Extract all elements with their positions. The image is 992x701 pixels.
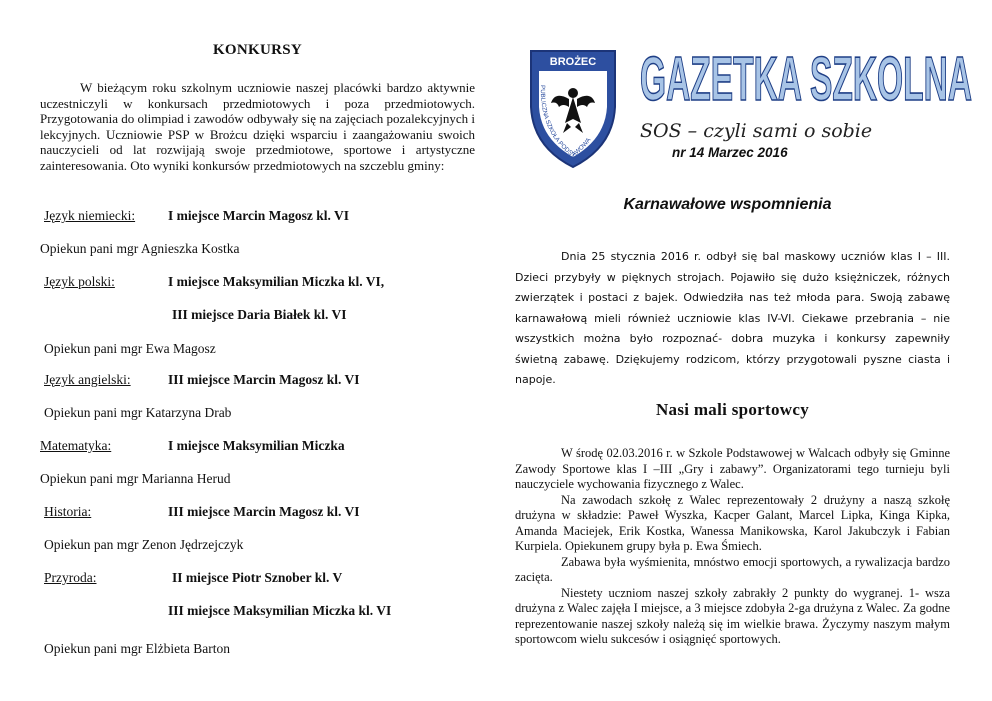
winner-english: III miejsce Marcin Magosz kl. VI — [168, 372, 360, 387]
winner-german: I miejsce Marcin Magosz kl. VI — [168, 208, 349, 223]
konkursy-intro — [40, 80, 475, 173]
carnival-title: Karnawałowe wspomnienia — [623, 196, 832, 213]
sport-paragraph-3: Zabawa była wyśmienita, mnóstwo emocji sportowych, a rywalizacja bardzo zacięta. — [515, 554, 950, 584]
school-logo — [525, 45, 621, 171]
winner-math: I miejsce Maksymilian Miczka — [168, 438, 345, 453]
sport-paragraph-4: Niestety uczniom naszej szkoły zabrakły 2 punkty do wygranej. 1- wsza drużyna z Walec zajęła I miejsce, a 3 miejsce zdobyła 2-ga drużyna z Walec. Za godne reprezentowanie naszej szkoły należą się im wielkie brawa. Życzymy naszym małym sportowcom wielu sukcesów i osiągnięć sportowych. — [515, 585, 950, 646]
masthead-title: GAZETKA SZKOLNA — [640, 45, 972, 112]
subject-german: Język niemiecki: — [44, 208, 136, 223]
subject-nature: Przyroda: — [44, 570, 97, 585]
subject-history: Historia: — [44, 504, 92, 519]
logo-ring-text: PUBLICZNA SZKOŁA PODSTAWOWA — [538, 85, 593, 159]
winner-history: III miejsce Marcin Magosz kl. VI — [168, 504, 360, 519]
winner-nature-2: III miejsce Maksymilian Miczka kl. VI — [168, 603, 392, 618]
sport-paragraph-1: W środę 02.03.2016 r. w Szkole Podstawowej w Walcach odbyły się Gminne Zawody Sportowe klas I –III „Gry i zabawy”. Organizatorami tego turnieju byli nauczyciele wychowania fizycznego z Walec. — [515, 446, 950, 491]
subject-math: Matematyka: — [40, 438, 112, 453]
sport-article — [515, 446, 950, 648]
logo-name: BROŻEC — [549, 56, 597, 68]
sport-paragraph-2: Na zawodach szkołę z Walec reprezentowały 2 drużyny a naszą szkołę drużyna w składzie: Paweł Wyszka, Kacper Galant, Marcel Lipka, Kinga Kipka, Amanda Maciejek, Erik Kostka, Wanessa Manikowska, Karol Jakubczyk i Fabian Kurpiela. Opiekunem grupy była p. Ewa Śmiech. — [515, 492, 950, 553]
issue-number: nr 14 Marzec 2016 — [672, 145, 788, 160]
tutor-nature: Opiekun pani mgr Elżbieta Barton — [44, 641, 230, 656]
tutor-polish: Opiekun pani mgr Ewa Magosz — [44, 341, 216, 356]
carnival-article — [515, 247, 950, 391]
carnival-body: Dnia 25 stycznia 2016 r. odbył się bal maskowy uczniów klas I – III. Dzieci przybyły w pięknych strojach. Pojawiło się dużo księżniczek, różnych zwierzątek i postaci z bajek. Odwiedziła nas też młoda para. Swoją zabawę karnawałową mieli również uczniowie klas IV-VI. Ciekawe przebrania – nie wszystkich można było rozpoznać- dobra muzyka i konkursy zapewniły świetną zabawę. Dziękujemy rodzicom, którzy przygotowali pyszne ciasta i napoje. — [515, 250, 950, 386]
tutor-german: Opiekun pani mgr Agnieszka Kostka — [40, 241, 240, 256]
konkursy-intro-text: W bieżącym roku szkolnym uczniowie naszej placówki bardzo aktywnie uczestniczyli w konkursach przedmiotowych i poza przedmiotowych. Przygotowania do olimpiad i zawodów odbywały się na zajęciach pozalekcyjnych i lekcyjnych. Uczniowie PSP w Brożcu dzięki wsparciu i zaangażowaniu swoich nauczycieli od lat rozwijają swoje przedmiotowe, sportowe i artystyczne zainteresowania. Oto wyniki konkursów przedmiotowych na szczeblu gminy: — [40, 80, 475, 173]
winner-polish: I miejsce Maksymilian Miczka kl. VI, — [168, 274, 385, 289]
tutor-math: Opiekun pani mgr Marianna Herud — [40, 471, 231, 486]
tutor-history: Opiekun pan mgr Zenon Jędrzejczyk — [44, 537, 244, 552]
subject-polish: Język polski: — [44, 274, 115, 289]
slogan: SOS – czyli sami o sobie — [640, 120, 873, 142]
masthead — [636, 32, 976, 112]
subject-english: Język angielski: — [44, 372, 131, 387]
winner-polish-2: III miejsce Daria Białek kl. VI — [172, 307, 347, 322]
sport-title: Nasi mali sportowcy — [655, 400, 810, 419]
tutor-english: Opiekun pani mgr Katarzyna Drab — [44, 405, 232, 420]
konkursy-title: KONKURSY — [212, 42, 303, 58]
winner-nature: II miejsce Piotr Sznober kl. V — [172, 570, 343, 585]
